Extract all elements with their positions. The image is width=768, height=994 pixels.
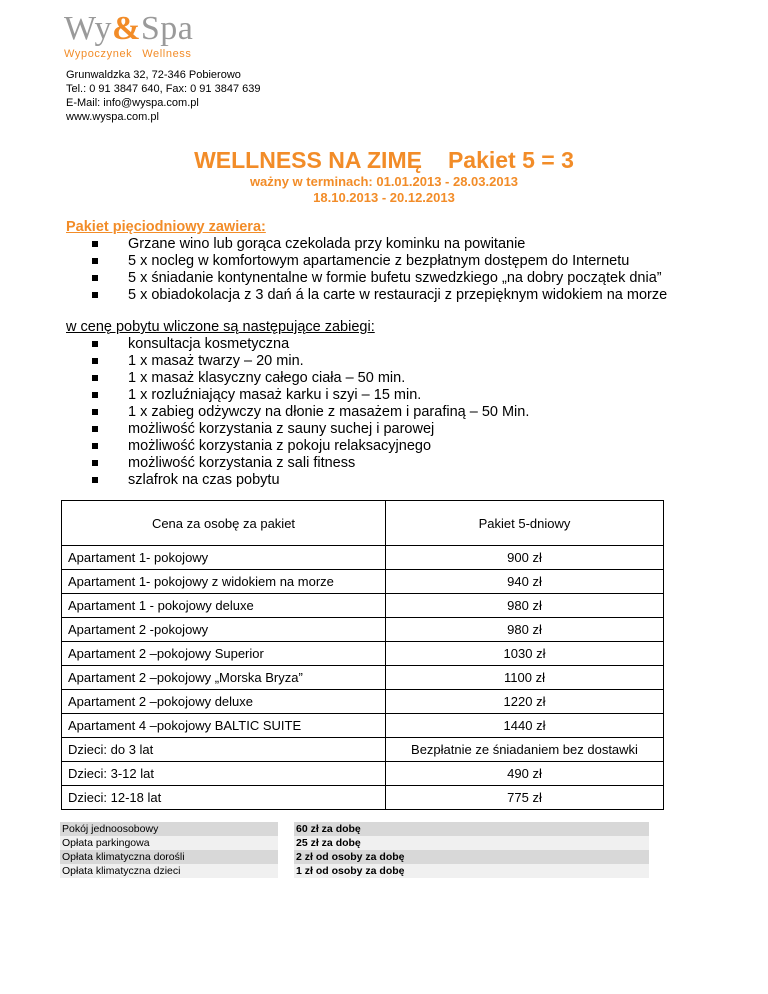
fee-amount: 25 zł za dobę bbox=[294, 836, 649, 850]
logo-tagline: Wypoczynek Wellness bbox=[64, 48, 192, 60]
fee-row bbox=[60, 864, 649, 878]
price-cell: 490 zł bbox=[386, 762, 664, 786]
header-cell: Cena za osobę za pakiet bbox=[62, 501, 386, 546]
list-item: konsultacja kosmetyczna bbox=[66, 336, 529, 353]
table-row bbox=[62, 642, 664, 666]
list-item: możliwość korzystania z sauny suchej i parowej bbox=[66, 421, 529, 438]
table-row bbox=[62, 738, 664, 762]
table-row bbox=[62, 690, 664, 714]
room-cell: Dzieci: 12-18 lat bbox=[62, 786, 386, 810]
room-cell: Dzieci: do 3 lat bbox=[62, 738, 386, 762]
fee-label: Pokój jednoosobowy bbox=[60, 822, 278, 836]
logo-wordmark: Wy&Spa bbox=[64, 10, 194, 47]
treatments-heading: w cenę pobytu wliczone są następujące zabiegi: bbox=[66, 319, 375, 335]
list-item: 5 x nocleg w komfortowym apartamencie z bezpłatnym dostępem do Internetu bbox=[66, 253, 667, 270]
treatments-list bbox=[66, 336, 529, 489]
room-cell: Apartament 1 - pokojowy deluxe bbox=[62, 594, 386, 618]
room-cell: Apartament 1- pokojowy bbox=[62, 546, 386, 570]
price-cell: Bezpłatnie ze śniadaniem bez dostawki bbox=[386, 738, 664, 762]
table-row bbox=[62, 594, 664, 618]
list-item: 5 x śniadanie kontynentalne w formie bufetu szwedzkiego „na dobry początek dnia” bbox=[66, 270, 667, 287]
title-package: Pakiet 5 = 3 bbox=[447, 147, 574, 173]
treatments-section bbox=[66, 319, 529, 489]
logo bbox=[64, 12, 193, 60]
website-line: www.wyspa.com.pl bbox=[66, 111, 159, 123]
price-cell: 980 zł bbox=[386, 618, 664, 642]
fee-label: Opłata klimatyczna dorośli bbox=[60, 850, 278, 864]
fee-amount: 2 zł od osoby za dobę bbox=[294, 850, 649, 864]
room-cell: Apartament 2 –pokojowy deluxe bbox=[62, 690, 386, 714]
fees-table bbox=[60, 822, 649, 878]
list-item: szlafrok na czas pobytu bbox=[66, 472, 529, 489]
price-table bbox=[61, 500, 664, 810]
package-list bbox=[66, 236, 667, 304]
price-cell: 1440 zł bbox=[386, 714, 664, 738]
room-cell: Apartament 1- pokojowy z widokiem na morze bbox=[62, 570, 386, 594]
list-item: 1 x masaż klasyczny całego ciała – 50 min. bbox=[66, 370, 529, 387]
price-cell: 940 zł bbox=[386, 570, 664, 594]
page-title bbox=[0, 147, 768, 174]
table-row bbox=[62, 618, 664, 642]
table-row bbox=[62, 786, 664, 810]
fee-label: Opłata klimatyczna dzieci bbox=[60, 864, 278, 878]
package-section bbox=[66, 219, 667, 304]
list-item: Grzane wino lub gorąca czekolada przy kominku na powitanie bbox=[66, 236, 667, 253]
validity-dates bbox=[0, 174, 768, 206]
fee-row bbox=[60, 836, 649, 850]
list-item: 1 x masaż twarzy – 20 min. bbox=[66, 353, 529, 370]
package-heading: Pakiet pięciodniowy zawiera: bbox=[66, 219, 266, 235]
room-cell: Apartament 2 –pokojowy Superior bbox=[62, 642, 386, 666]
room-cell: Apartament 2 -pokojowy bbox=[62, 618, 386, 642]
table-row bbox=[62, 570, 664, 594]
fee-amount: 1 zł od osoby za dobę bbox=[294, 864, 649, 878]
table-row bbox=[62, 666, 664, 690]
room-cell: Apartament 2 –pokojowy „Morska Bryza” bbox=[62, 666, 386, 690]
price-cell: 775 zł bbox=[386, 786, 664, 810]
title-main: WELLNESS NA ZIMĘ bbox=[194, 147, 422, 173]
table-header-row bbox=[62, 501, 664, 546]
list-item: 1 x rozluźniający masaż karku i szyi – 15 min. bbox=[66, 387, 529, 404]
fee-label: Opłata parkingowa bbox=[60, 836, 278, 850]
phone-line: Tel.: 0 91 3847 640, Fax: 0 91 3847 639 bbox=[66, 83, 261, 95]
room-cell: Apartament 4 –pokojowy BALTIC SUITE bbox=[62, 714, 386, 738]
price-cell: 1030 zł bbox=[386, 642, 664, 666]
fee-row bbox=[60, 850, 649, 864]
table-row bbox=[62, 546, 664, 570]
price-cell: 980 zł bbox=[386, 594, 664, 618]
address-block bbox=[66, 68, 260, 124]
table-row bbox=[62, 714, 664, 738]
room-cell: Dzieci: 3-12 lat bbox=[62, 762, 386, 786]
validity-line: 18.10.2013 - 20.12.2013 bbox=[313, 190, 455, 205]
price-cell: 900 zł bbox=[386, 546, 664, 570]
validity-line: ważny w terminach: 01.01.2013 - 28.03.2013 bbox=[249, 174, 519, 189]
list-item: 5 x obiadokolacja z 3 dań á la carte w restauracji z przepięknym widokiem na morze bbox=[66, 287, 667, 304]
list-item: możliwość korzystania z sali fitness bbox=[66, 455, 529, 472]
header-cell: Pakiet 5-dniowy bbox=[386, 501, 664, 546]
table-row bbox=[62, 762, 664, 786]
email-line: E-Mail: info@wyspa.com.pl bbox=[66, 97, 199, 109]
price-cell: 1220 zł bbox=[386, 690, 664, 714]
list-item: możliwość korzystania z pokoju relaksacyjnego bbox=[66, 438, 529, 455]
fee-amount: 60 zł za dobę bbox=[294, 822, 649, 836]
address-line: Grunwaldzka 32, 72-346 Pobierowo bbox=[66, 69, 241, 81]
price-cell: 1100 zł bbox=[386, 666, 664, 690]
list-item: 1 x zabieg odżywczy na dłonie z masażem i parafiną – 50 Min. bbox=[66, 404, 529, 421]
fee-row bbox=[60, 822, 649, 836]
